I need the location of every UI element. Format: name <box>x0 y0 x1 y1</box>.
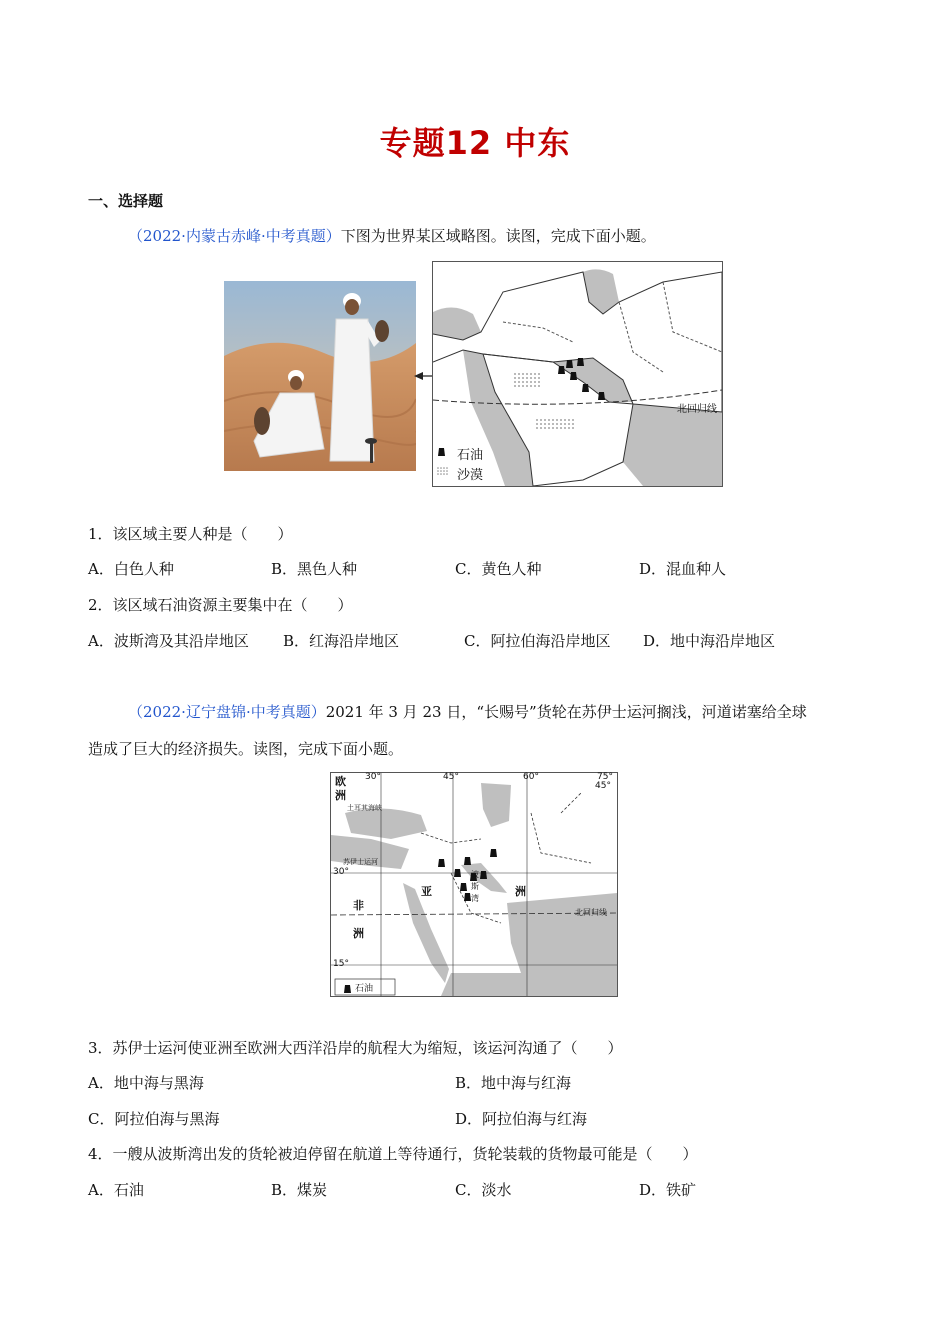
tropic-label-2: 北回归线 <box>575 908 607 917</box>
legend-oil-1: 石油 <box>457 448 484 463</box>
tropic-label-1: 北回归线 <box>677 404 717 415</box>
lon-label-45: 45° <box>443 772 459 782</box>
lat-label-30: 30° <box>333 867 349 877</box>
label-europe-1: 欧 <box>335 775 346 788</box>
legend-desert-1: 沙漠 <box>457 468 484 483</box>
page-title: 专题12 中东 <box>379 124 571 162</box>
q1-option-d[interactable]: D．混血种人 <box>639 560 727 578</box>
q3-option-c[interactable]: C．阿拉伯海与黑海 <box>88 1110 220 1128</box>
group2-intro-line1 <box>128 701 807 723</box>
q4-option-d[interactable]: D．铁矿 <box>639 1181 697 1199</box>
legend-oil-2: 石油 <box>355 984 374 994</box>
lon-label-30: 30° <box>365 772 381 782</box>
q4-option-c[interactable]: C．淡水 <box>455 1181 512 1199</box>
group1-intro-text: 下图为世界某区域略图。读图，完成下面小题。 <box>340 227 656 245</box>
label-turkish-straits: 土耳其海峡 <box>347 804 382 812</box>
q1-option-a[interactable]: A．白色人种 <box>88 560 174 578</box>
desert-photo <box>224 281 416 471</box>
region-map-2 <box>330 772 618 997</box>
label-suez-canal: 苏伊士运河 <box>343 858 378 866</box>
q1-option-c[interactable]: C．黄色人种 <box>455 560 542 578</box>
q3-option-a[interactable]: A．地中海与黑海 <box>88 1074 204 1092</box>
q2-stem: 2．该区域石油资源主要集中在（ ） <box>88 596 353 614</box>
group1-intro <box>128 225 656 247</box>
q3-stem: 3．苏伊士运河使亚洲至欧洲大西洋沿岸的航程大为缩短，该运河沟通了（ ） <box>88 1039 623 1057</box>
q4-option-b[interactable]: B．煤炭 <box>271 1181 328 1199</box>
lat-label-15: 15° <box>333 959 349 969</box>
lon-label-60: 60° <box>523 772 539 782</box>
q2-option-b[interactable]: B．红海沿岸地区 <box>283 632 400 650</box>
label-asia-1: 亚 <box>421 885 432 898</box>
q1-stem: 1．该区域主要人种是（ ） <box>88 525 293 543</box>
label-africa-1: 非 <box>353 899 364 912</box>
group2-intro-text: 2021 年 3 月 23 日，“长赐号”货轮在苏伊士运河搁浅，河道诺塞给全球 <box>325 703 807 721</box>
lon-label-75: 75° <box>597 772 613 782</box>
label-persian-gulf: 波斯湾 <box>471 870 479 903</box>
group2-intro-line2: 造成了巨大的经济损失。读图，完成下面小题。 <box>88 740 404 758</box>
q2-option-d[interactable]: D．地中海沿岸地区 <box>643 632 776 650</box>
region-map-1 <box>432 261 723 487</box>
group1-source: （2022·内蒙古赤峰·中考真题） <box>128 227 341 245</box>
label-asia-2: 洲 <box>515 885 526 898</box>
section-heading: 一、选择题 <box>88 192 164 210</box>
label-africa-2: 洲 <box>353 927 364 940</box>
q4-stem: 4．一艘从波斯湾出发的货轮被迫停留在航道上等待通行，货轮装载的货物最可能是（ ） <box>88 1145 698 1163</box>
q3-option-d[interactable]: D．阿拉伯海与红海 <box>455 1110 588 1128</box>
lat-label-45: 45° <box>595 781 611 791</box>
group2-source: （2022·辽宁盘锦·中考真题） <box>128 703 326 721</box>
q2-option-a[interactable]: A．波斯湾及其沿岸地区 <box>88 632 249 650</box>
label-europe-2: 洲 <box>335 789 346 802</box>
q2-option-c[interactable]: C．阿拉伯海沿岸地区 <box>464 632 611 650</box>
q3-option-b[interactable]: B．地中海与红海 <box>455 1074 572 1092</box>
q1-option-b[interactable]: B．黑色人种 <box>271 560 358 578</box>
q4-option-a[interactable]: A．石油 <box>88 1181 144 1199</box>
